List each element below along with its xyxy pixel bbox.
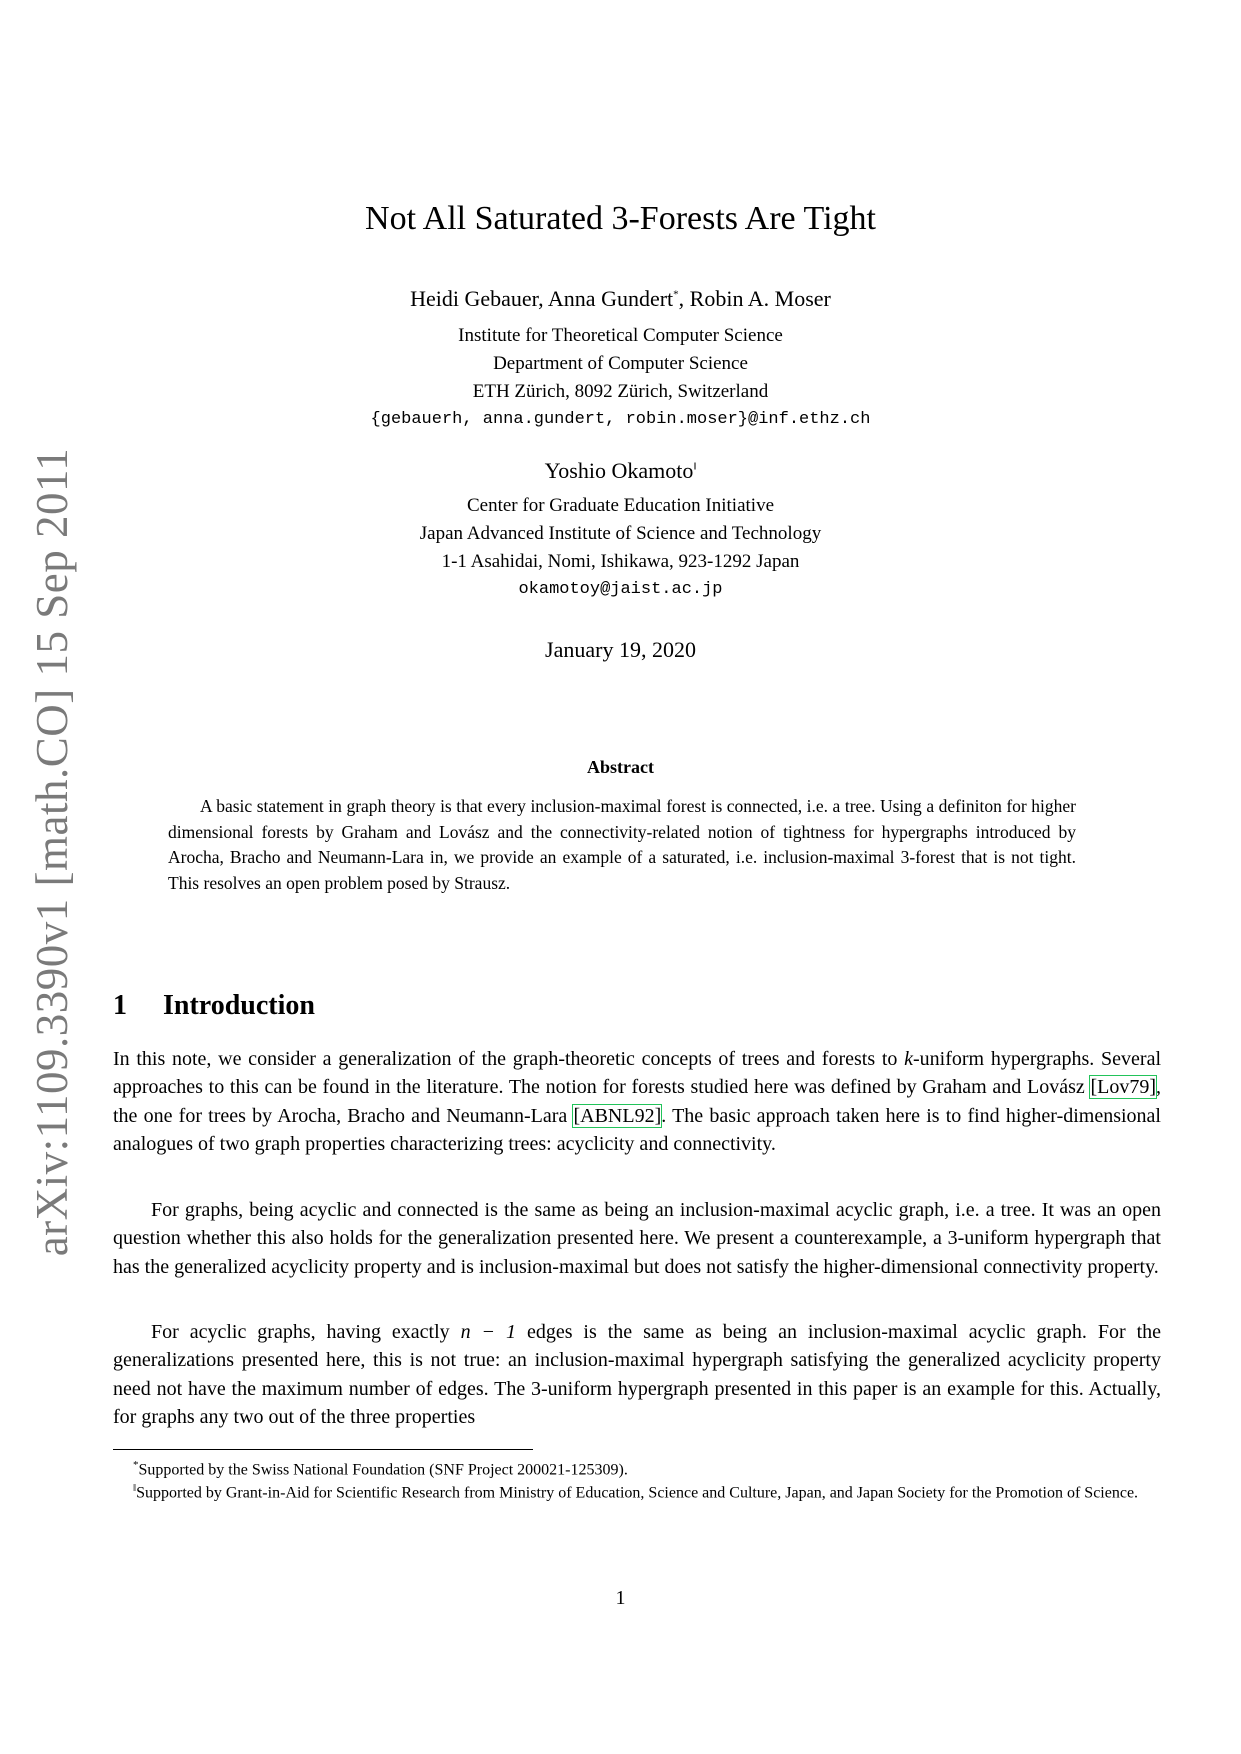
author-line-1 [0, 286, 1241, 312]
section-number: 1 [113, 990, 127, 1021]
arxiv-sidebar-identifier: arXiv:1109.3390v1 [math.CO] 15 Sep 2011 [27, 447, 77, 1257]
abstract-heading: Abstract [587, 757, 654, 777]
affiliation-line: 1-1 Asahidai, Nomi, Ishikawa, 923-1292 Japan [441, 551, 800, 572]
affiliation-line: Center for Graduate Education Initiative [466, 495, 775, 516]
footnote-mark: * [133, 1459, 139, 1471]
footnote-mark: ‖ [133, 1482, 137, 1494]
authors-names: Heidi Gebauer, Anna Gundert [410, 286, 674, 311]
footnote-rule [113, 1449, 533, 1450]
paragraph-3 [113, 1318, 1161, 1431]
paragraph-text: In this note, we consider a generalization of the graph-theoretic concepts of trees and forests to [113, 1048, 905, 1070]
paper-title: Not All Saturated 3-Forests Are Tight [365, 200, 876, 237]
affiliation-block-1 [0, 322, 1241, 434]
paper-date: January 19, 2020 [545, 637, 696, 662]
section-title: Introduction [163, 990, 315, 1021]
author-footnote-mark: * [673, 288, 679, 301]
footnote-text: Supported by Grant-in-Aid for Scientific Research from Ministry of Education, Science and Culture, Japan, and Japan Society for the Promotion of Science. [136, 1484, 1139, 1502]
footnote-text: Supported by the Swiss National Foundation (SNF Project 200021-125309). [138, 1461, 628, 1479]
footnote-2 [113, 1477, 1161, 1504]
abstract-text: A basic statement in graph theory is that every inclusion-maximal forest is connected, i.e. a tree. Using a definiton for higher dimensional forests by Graham and Lovász and the connectivity-related notion of tightness for hypergraphs introduced by Arocha, Bracho and Neumann-Lara in, we provide an example of a saturated, i.e. inclusion-maximal 3-forest that is not tight. This resolves an open problem posed by Strausz. [168, 796, 1076, 893]
math-expression: n − 1 [460, 1321, 516, 1343]
math-variable: k [904, 1048, 913, 1070]
author-4-name: Yoshio Okamoto [544, 458, 694, 483]
affiliation-line: Department of Computer Science [493, 353, 748, 374]
affiliation-block-2 [0, 492, 1241, 604]
author-line-2 [0, 458, 1241, 484]
affiliation-line: ETH Zürich, 8092 Zürich, Switzerland [472, 381, 769, 402]
paragraph-text: For acyclic graphs, having exactly [151, 1321, 461, 1343]
paragraph-text: . The basic approach taken here is to find higher-dimensional analogues of two graph properties characterizing trees: acyclicity and connectivity. [113, 1104, 1161, 1155]
citation-link[interactable]: [Lov79] [1090, 1076, 1156, 1099]
affiliation-line: Japan Advanced Institute of Science and Technology [419, 523, 822, 544]
page-number: 1 [615, 1587, 626, 1609]
section-heading [113, 990, 315, 1022]
author-4-email: okamotoy@jaist.ac.jp [518, 580, 723, 599]
paragraph-text: edges is the same as being an inclusion-maximal acyclic graph. For the generalizations presented here, this is not true: an inclusion-maximal hypergraph satisfying the generalized acyclicity property need not have the maximum number of edges. The 3-uniform hypergraph presented in this paper is an example for this. Actually, for graphs any two out of the three properties [113, 1321, 1162, 1428]
paragraph-text: , the one for trees by Arocha, Bracho and Neumann-Lara [113, 1076, 1161, 1127]
paragraph-text: -uniform hypergraphs. Several approaches to this can be found in the literature. The notion for forests studied here was defined by Graham and Lovász [113, 1048, 1161, 1099]
author-3-name: , Robin A. Moser [678, 286, 831, 311]
author-4-footnote-mark: ‖ [693, 460, 697, 473]
author-emails: {gebauerh, anna.gundert, robin.moser}@inf.ethz.ch [370, 410, 871, 429]
affiliation-line: Institute for Theoretical Computer Science [458, 325, 783, 346]
paragraph-2: For graphs, being acyclic and connected is the same as being an inclusion-maximal acyclic graph, i.e. a tree. It was an open question whether this also holds for the generalization presented here. We present a counterexample, a 3-uniform hypergraph that has the generalized acyclicity property and is inclusion-maximal but does not satisfy the higher-dimensional connectivity property. [113, 1199, 1161, 1278]
citation-link[interactable]: [ABNL92] [573, 1104, 662, 1127]
paragraph-1 [113, 1045, 1161, 1158]
